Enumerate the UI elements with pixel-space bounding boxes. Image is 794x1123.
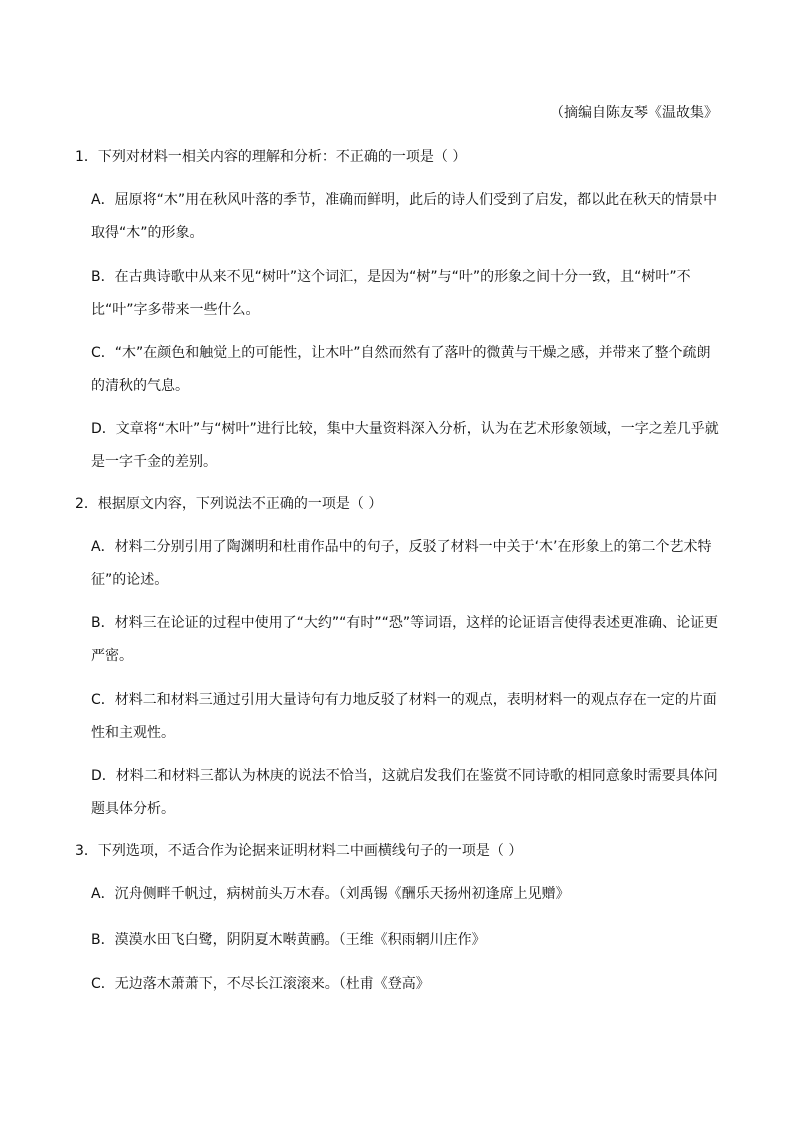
- question-2-option-b: B．材料三在论证的过程中使用了“大约”“有时”“恐”等词语，这样的论证语言使得表述更准确、论证更严密。: [91, 615, 719, 664]
- question-1-option-a: A．屈原将“木”用在秋风叶落的季节，准确而鲜明，此后的诗人们受到了启发，都以此在秋天的情景中取得“木”的形象。: [91, 192, 718, 241]
- question-1-stem: 1．下列对材料一相关内容的理解和分析：不正确的一项是（ ）: [75, 149, 467, 165]
- question-3-option-c: C．无边落木萧萧下，不尽长江滚滚来。（杜甫《登高》: [91, 976, 430, 992]
- source-note: （摘编自陈友琴《温故集》: [550, 105, 718, 121]
- question-2-option-c: C．材料二和材料三通过引用大量诗句有力地反驳了材料一的观点，表明材料一的观点存在一定的片面性和主观性。: [91, 692, 717, 741]
- question-2-option-d: D．材料二和材料三都认为林庚的说法不恰当，这就启发我们在鉴赏不同诗歌的相同意象时需要具体问题具体分析。: [91, 768, 718, 817]
- question-2-option-a: A．材料二分别引用了陶渊明和杜甫作品中的句子，反驳了材料一中关于‘木’在形象上的第二个艺术特征”的论述。: [91, 539, 712, 588]
- question-3-option-a: A．沉舟侧畔千帆过，病树前头万木春。（刘禹锡《酬乐天扬州初逢席上见赠》: [91, 886, 570, 902]
- question-1-option-b: B．在古典诗歌中从来不见“树叶”这个词汇，是因为“树”与“叶”的形象之间十分一致，且“树叶”不比“叶”字多带来一些什么。: [91, 269, 691, 318]
- question-2-stem: 2．根据原文内容，下列说法不正确的一项是（ ）: [75, 496, 383, 512]
- question-3-stem: 3．下列选项，不适合作为论据来证明材料二中画横线句子的一项是（ ）: [75, 843, 523, 859]
- question-3-option-b: B．漠漠水田飞白鹭，阴阴夏木啭黄鹂。（王维《积雨辋川庄作》: [91, 932, 486, 948]
- question-1-option-c: C．“木”在颜色和触觉上的可能性，让木叶”自然而然有了落叶的微黄与干燥之感，并带来了整个疏朗的清秋的气息。: [91, 345, 711, 394]
- question-1-option-d: D．文章将“木叶”与“树叶”进行比较，集中大量资料深入分析，认为在艺术形象领域，一字之差几乎就是一字千金的差别。: [91, 421, 719, 470]
